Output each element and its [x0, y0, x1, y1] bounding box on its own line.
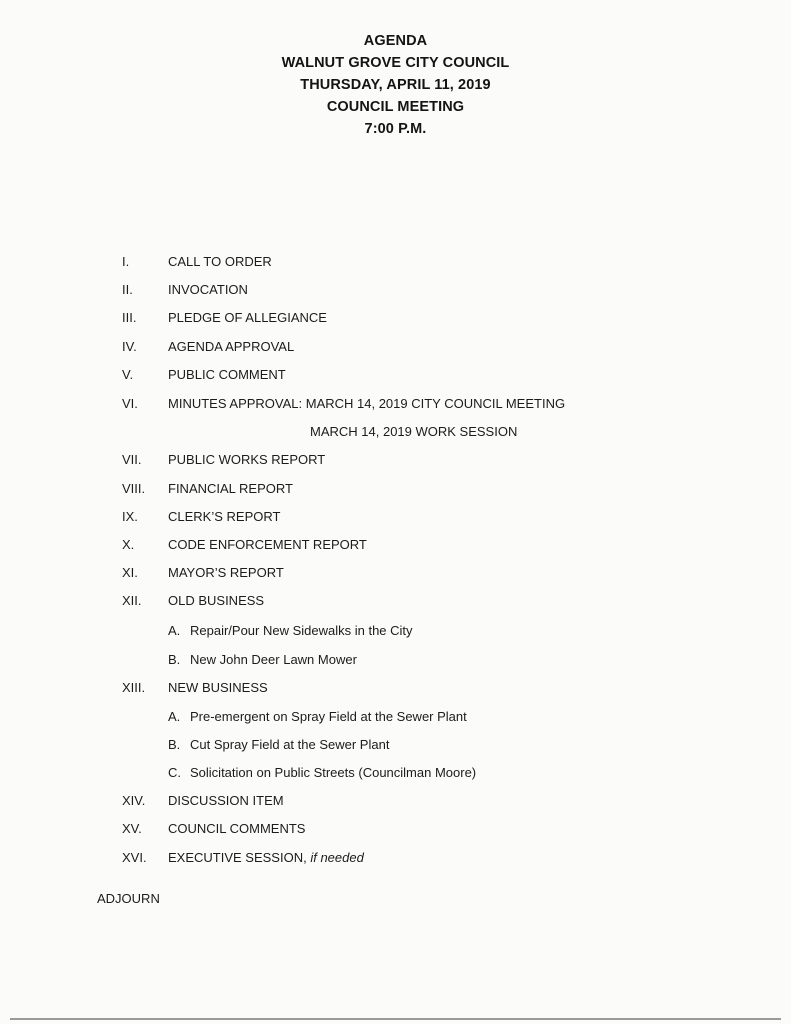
item-text: CLERK’S REPORT — [168, 509, 281, 524]
item-text: PUBLIC COMMENT — [168, 367, 286, 382]
item-text: OLD BUSINESS — [168, 593, 265, 608]
item-numeral: VIII. — [122, 481, 146, 496]
item-numeral: III. — [122, 310, 137, 325]
subitem-letter: C. — [168, 765, 181, 780]
item-numeral: IV. — [122, 339, 137, 354]
item-text: COUNCIL COMMENTS — [168, 821, 306, 836]
item-numeral: I. — [122, 254, 130, 269]
subitem-letter: B. — [168, 737, 181, 752]
meeting-time: 7:00 P.M. — [364, 121, 427, 137]
item-numeral: VI. — [122, 396, 138, 411]
item-text: FINANCIAL REPORT — [168, 481, 293, 496]
item-numeral: XI. — [122, 565, 138, 580]
item-numeral: XVI. — [122, 850, 147, 865]
agenda-header — [0, 30, 791, 140]
subitem-text: Pre-emergent on Spray Field at the Sewer Plant — [190, 709, 467, 724]
item-text: DISCUSSION ITEM — [168, 793, 284, 808]
item-numeral: XV. — [122, 821, 142, 836]
item-numeral: VII. — [122, 452, 142, 467]
subitem-text: New John Deer Lawn Mower — [190, 652, 357, 667]
item-text: PUBLIC WORKS REPORT — [168, 452, 326, 467]
subitem-text: Solicitation on Public Streets (Councilman Moore) — [190, 765, 477, 780]
minutes-approval-continuation: MARCH 14, 2019 WORK SESSION — [310, 424, 518, 439]
council-name: WALNUT GROVE CITY COUNCIL — [281, 55, 510, 71]
item-numeral: XIII. — [122, 680, 146, 695]
item-numeral: V. — [122, 367, 134, 382]
executive-session-label: EXECUTIVE SESSION, — [168, 850, 307, 865]
meeting-type: COUNCIL MEETING — [326, 99, 465, 115]
adjourn-label: ADJOURN — [97, 891, 160, 906]
page-bottom-edge — [10, 1018, 781, 1020]
item-text: PLEDGE OF ALLEGIANCE — [168, 310, 327, 325]
item-text — [168, 850, 364, 866]
agenda-title: AGENDA — [363, 33, 428, 49]
item-numeral: II. — [122, 282, 133, 297]
item-numeral: XII. — [122, 593, 142, 608]
item-text: INVOCATION — [168, 282, 248, 297]
executive-session-note: if needed — [310, 850, 364, 865]
item-text: MINUTES APPROVAL: MARCH 14, 2019 CITY COUNCIL MEETING — [168, 396, 566, 411]
item-numeral: XIV. — [122, 793, 146, 808]
item-numeral: IX. — [122, 509, 138, 524]
item-text: AGENDA APPROVAL — [168, 339, 295, 354]
item-text: CALL TO ORDER — [168, 254, 272, 269]
meeting-date: THURSDAY, APRIL 11, 2019 — [300, 77, 491, 93]
subitem-text: Cut Spray Field at the Sewer Plant — [190, 737, 390, 752]
subitem-letter: A. — [168, 709, 181, 724]
subitem-letter: B. — [168, 652, 181, 667]
subitem-text: Repair/Pour New Sidewalks in the City — [190, 623, 413, 638]
item-text: MAYOR’S REPORT — [168, 565, 284, 580]
subitem-letter: A. — [168, 623, 181, 638]
item-text: NEW BUSINESS — [168, 680, 268, 695]
item-numeral: X. — [122, 537, 135, 552]
item-text: CODE ENFORCEMENT REPORT — [168, 537, 367, 552]
